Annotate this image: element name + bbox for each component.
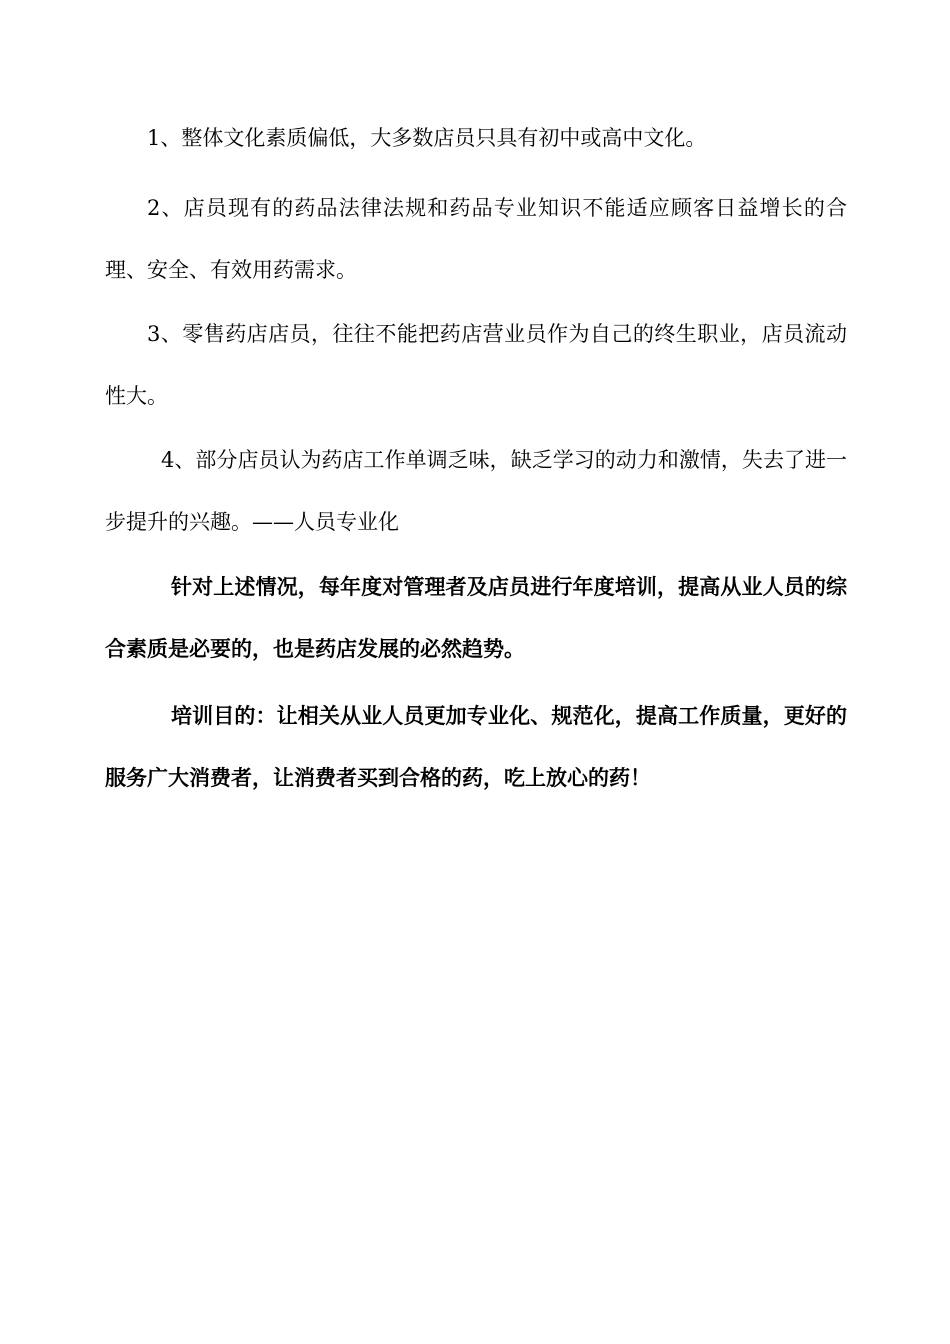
paragraph-issue-2: 2、店员现有的药品法律法规和药品专业知识不能适应顾客日益增长的合理、安全、有效用药需求。: [105, 196, 847, 282]
paragraph-issue-1: 1、整体文化素质偏低，大多数店员只具有初中或高中文化。: [147, 126, 707, 150]
paragraph-issue-4: 4、部分店员认为药店工作单调乏味，缺乏学习的动力和激情，失去了进一步提升的兴趣。——人员专业化: [105, 448, 847, 534]
paragraph-issue-3: 3、零售药店店员，往往不能把药店营业员作为自己的终生职业，店员流动性大。: [105, 322, 847, 408]
paragraph-training-goal: 培训目的：让相关从业人员更加专业化、规范化，提高工作质量，更好的服务广大消费者，让消费者买到合格的药，吃上放心的药！: [105, 704, 847, 790]
paragraph-conclusion: 针对上述情况，每年度对管理者及店员进行年度培训，提高从业人员的综合素质是必要的，也是药店发展的必然趋势。: [105, 575, 847, 661]
